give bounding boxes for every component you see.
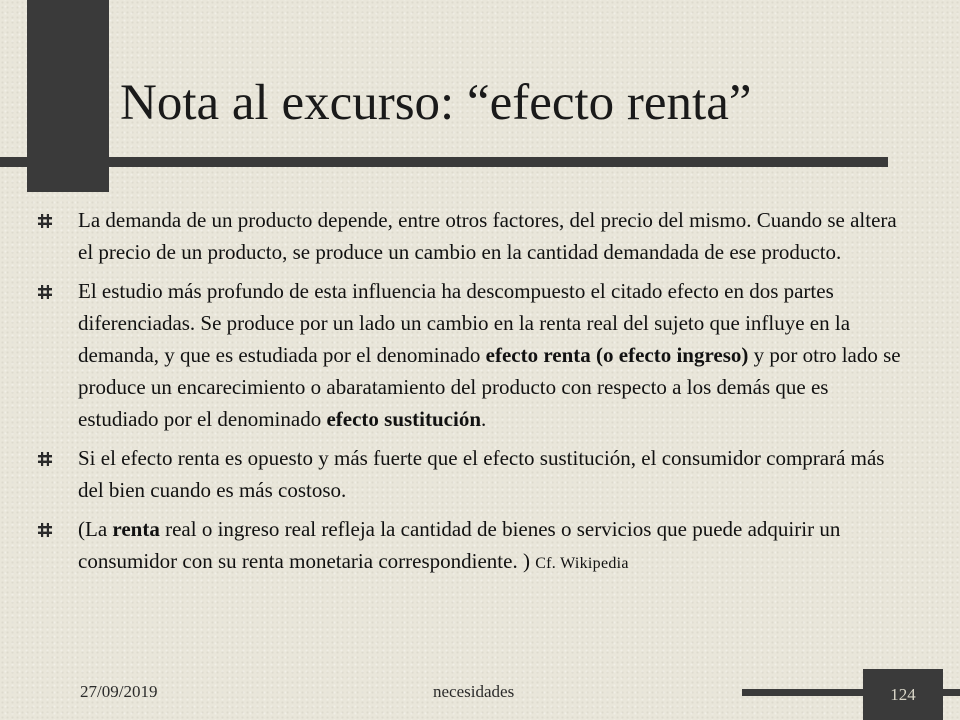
title-horizontal-rule [0,157,888,167]
bullet-item [38,513,908,580]
page-number: 124 [863,669,943,720]
footer-topic: necesidades [433,682,515,701]
bold-term-efecto-sustitucion: efecto sustitución [326,407,482,431]
bullet-text-segment: real o ingreso real refleja la cantidad de bienes o servicios que puede adquirir un consumidor con su renta monetaria correspondiente. ) [78,517,841,573]
bullet-text-segment: Si el efecto renta es opuesto y más fuerte que el efecto sustitución, el consumidor comprará más del bien cuando es más costoso. [78,446,885,502]
bullet-list [38,204,908,587]
bullet-text-segment: . [481,407,487,431]
bullet-text-segment: (La [78,517,113,541]
bullet-item [38,275,908,435]
hash-bullet-icon [38,285,52,299]
bold-term-renta: renta [112,517,160,541]
bullet-item [38,204,908,268]
bullet-text [78,279,901,431]
hash-bullet-icon [38,452,52,466]
bold-term-efecto-renta: efecto renta (o efecto ingreso) [485,343,749,367]
bullet-text-segment: La demanda de un producto depende, entre otros factores, del precio del mismo. Cuando se altera el precio de un producto, se produce un cambio en la cantidad demandada de ese producto. [78,208,897,264]
bullet-item [38,442,908,506]
bullet-text-segment: y por otro lado se produce un encarecimiento o abaratamiento del producto con respecto a los demás que es estudiado por el denominado [78,343,901,431]
slide-title: Nota al excurso: “efecto renta” [120,75,752,131]
bullet-text-segment: El estudio más profundo de esta influencia ha descompuesto el citado efecto en dos partes diferenciadas. Se produce por un lado un cambio en la renta real del sujeto que influye en la demanda, y que es estudiada por el denominado [78,279,851,367]
bullet-text [78,517,840,573]
hash-bullet-icon [38,214,52,228]
bullet-text [78,208,897,264]
hash-bullet-icon [38,523,52,537]
footer-date: 27/09/2019 [80,682,158,701]
citation-wikipedia: Cf. Wikipedia [535,555,629,572]
bullet-text [78,446,884,502]
